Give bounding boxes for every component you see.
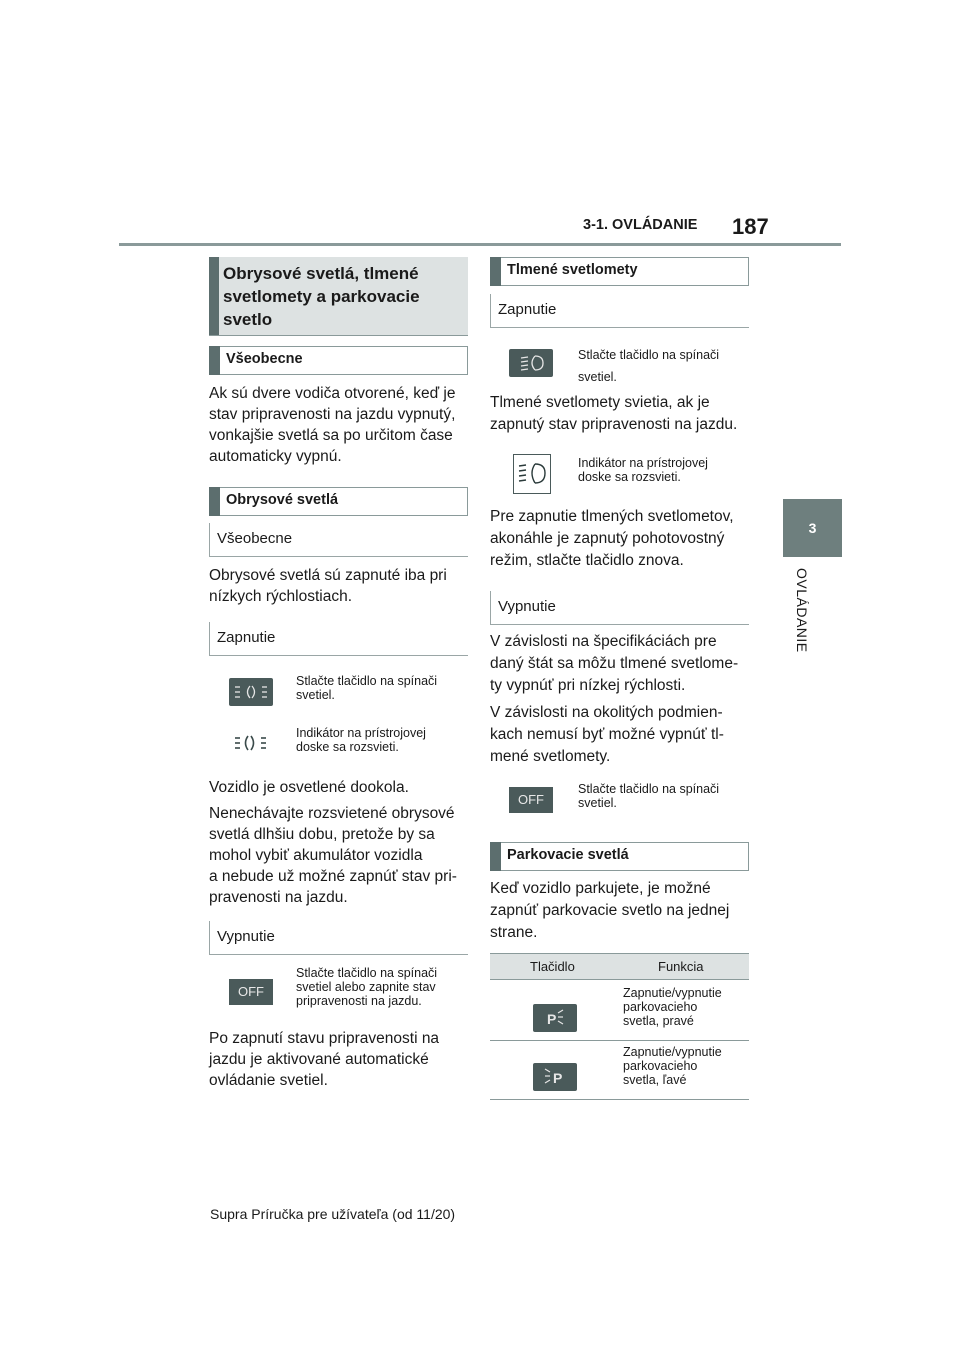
chapter-tab[interactable]: 3: [783, 499, 842, 557]
side-lights-text: Obrysové svetlá sú zapnuté iba pri nízkych rýchlostiach.: [209, 567, 447, 605]
side-light-button-icon: [229, 678, 273, 706]
side-light-button-text: Stlačte tlačidlo na spínači svetiel.: [296, 674, 438, 702]
table-row-2-function: Zapnutie/vypnutie parkovacieho svetla, ľavé: [623, 1045, 722, 1087]
low-beam-on-subheading: Zapnutie: [490, 294, 749, 328]
svg-text:P: P: [553, 1070, 563, 1086]
side-lights-on-text: Vozidlo je osvetlené dookola. Nenechávajte rozsvietené obrysové svetlá dlhšiu dobu, pretože by sa mohol vybiť akumulátor vozidla a nebude už možné zapnúť stav pri- pravenosti na jazdu.: [209, 779, 457, 906]
low-beam-on-text2: Pre zapnutie tlmených svetlometov, akonáhle je zapnutý pohotovostný režim, stlačte tlačidlo znova.: [490, 508, 734, 569]
side-lights-on-subheading: Zapnutie: [209, 622, 468, 656]
low-beam-off-text2: V závislosti na okolitých podmien- kach nemusí byť možné vypnúť tl- mené svetlomety.: [490, 704, 724, 765]
general-heading: Všeobecne: [209, 346, 468, 375]
off-button: OFF: [229, 979, 273, 1005]
low-beam-heading: Tlmené svetlomety: [490, 257, 749, 286]
table-row-divider: [490, 1040, 749, 1041]
footer-text: Supra Príručka pre užívateľa (od 11/20): [210, 1206, 456, 1222]
general-text: Ak sú dvere vodiča otvorené, keď je stav pripravenosti na jazdu vypnutý, vonkajšie svetlá sa po určitom čase automaticky vypnú.: [209, 385, 456, 465]
side-lights-off-text: Po zapnutí stavu pripravenosti na jazdu je aktivované automatické ovládanie svetiel.: [209, 1030, 440, 1089]
parking-lights-text: Keď vozidlo parkujete, je možné zapnúť parkovacie svetlo na jednej strane.: [490, 880, 730, 941]
section-title: 3-1. OVLÁDANIE: [583, 217, 698, 233]
off-button-right: OFF: [509, 787, 553, 813]
page-number: 187: [732, 214, 769, 239]
svg-text:P: P: [547, 1011, 557, 1027]
table-row-1-function: Zapnutie/vypnutie parkovacieho svetla, pravé: [623, 986, 722, 1028]
side-lights-heading: Obrysové svetlá: [209, 487, 468, 516]
parking-lights-heading: Parkovacie svetlá: [490, 842, 749, 871]
parking-light-right-icon: [533, 1004, 577, 1032]
low-beam-off-subheading: Vypnutie: [490, 591, 749, 625]
main-heading-text: Obrysové svetlá, tlmené svetlomety a parkovacie svetlo: [223, 264, 420, 329]
side-lights-general-subheading: Všeobecne: [209, 523, 468, 557]
parking-light-left-icon: [533, 1063, 577, 1091]
table-bottom-rule: [490, 1099, 749, 1100]
low-beam-on-text1: Tlmené svetlomety svietia, ak je zapnutý stav pripravenosti na jazdu.: [490, 394, 738, 433]
col-header-function: Funkcia: [658, 959, 704, 974]
low-beam-button-icon: [509, 349, 553, 377]
low-beam-indicator-icon: [513, 454, 551, 494]
main-heading: [209, 257, 468, 336]
low-beam-button-text: Stlačte tlačidlo na spínači svetiel.: [578, 348, 720, 384]
off-button-right-text: Stlačte tlačidlo na spínači svetiel.: [578, 782, 720, 810]
chapter-label: OVLÁDANIE: [794, 568, 810, 653]
header-rule: [119, 243, 841, 246]
low-beam-off-text1: V závislosti na špecifikáciách pre daný štát sa môžu tlmené svetlome- ty vypnúť pri nízkej rýchlosti.: [490, 633, 739, 694]
table-header: [490, 953, 749, 980]
side-lights-off-subheading: Vypnutie: [209, 921, 468, 955]
side-light-indicator-icon: [233, 734, 269, 752]
low-beam-indicator-text: Indikátor na prístrojovej doske sa rozsvieti.: [578, 456, 708, 484]
col-header-button: Tlačidlo: [530, 959, 575, 974]
side-light-indicator-text: Indikátor na prístrojovej doske sa rozsvieti.: [296, 726, 426, 754]
off-button-text: Stlačte tlačidlo na spínači svetiel alebo zapnite stav pripravenosti na jazdu.: [296, 966, 438, 1008]
